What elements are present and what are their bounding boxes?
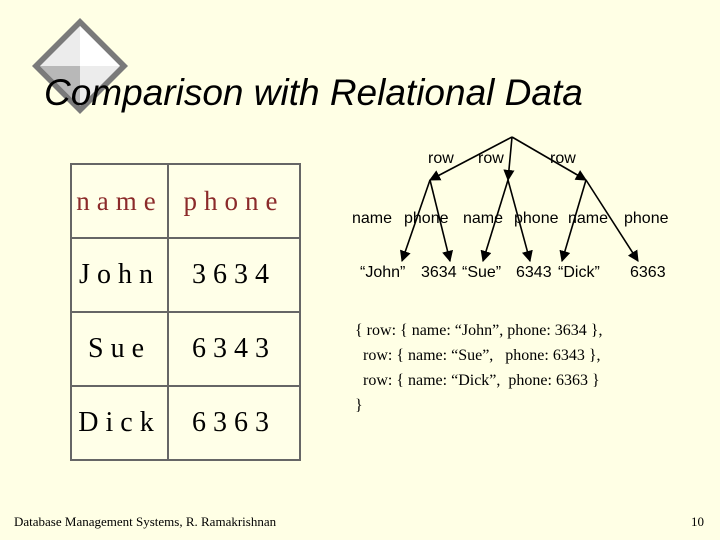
- tree-row-label: row: [478, 150, 504, 167]
- tree-value-label: “Dick”: [558, 264, 600, 281]
- tree-value-label: “John”: [360, 264, 406, 281]
- tree-row-label: row: [428, 150, 454, 167]
- table-header-cell: name: [71, 164, 168, 238]
- tree-field-label: name: [568, 210, 609, 227]
- text-line: row: { name: “Dick”, phone: 6363 }: [355, 372, 600, 389]
- table-header-row: [71, 164, 300, 238]
- text-line: row: { name: “Sue”, phone: 6343 },: [355, 347, 601, 364]
- tree-field-label: phone: [514, 210, 559, 227]
- tree-row-label: row: [550, 150, 576, 167]
- text-line: }: [355, 397, 363, 414]
- table-row: [71, 386, 300, 460]
- table-cell: 6363: [168, 386, 300, 460]
- tree-field-label: name: [463, 210, 504, 227]
- tree-value-label: 6343: [516, 264, 552, 281]
- table-header-cell: phone: [168, 164, 300, 238]
- table-cell: Sue: [71, 312, 168, 386]
- tree-field-label: phone: [404, 210, 449, 227]
- table-row: [71, 312, 300, 386]
- table-cell: 6343: [168, 312, 300, 386]
- table-cell: 3634: [168, 238, 300, 312]
- table-cell: John: [71, 238, 168, 312]
- page-number: 10: [691, 514, 704, 529]
- tree-field-label: phone: [624, 210, 669, 227]
- tree-value-label: 3634: [421, 264, 457, 281]
- table-cell: Dick: [71, 386, 168, 460]
- tree-value-label: “Sue”: [462, 264, 502, 281]
- semistructured-text: [355, 318, 602, 418]
- tree-field-label: name: [352, 210, 393, 227]
- slide-title: Comparison with Relational Data: [44, 72, 583, 113]
- slide-footer: Database Management Systems, R. Ramakrishnan: [14, 514, 277, 529]
- relational-table: [70, 163, 301, 461]
- text-line: { row: { name: “John”, phone: 3634 },: [355, 322, 603, 339]
- tree-value-label: 6363: [630, 264, 666, 281]
- table-row: [71, 238, 300, 312]
